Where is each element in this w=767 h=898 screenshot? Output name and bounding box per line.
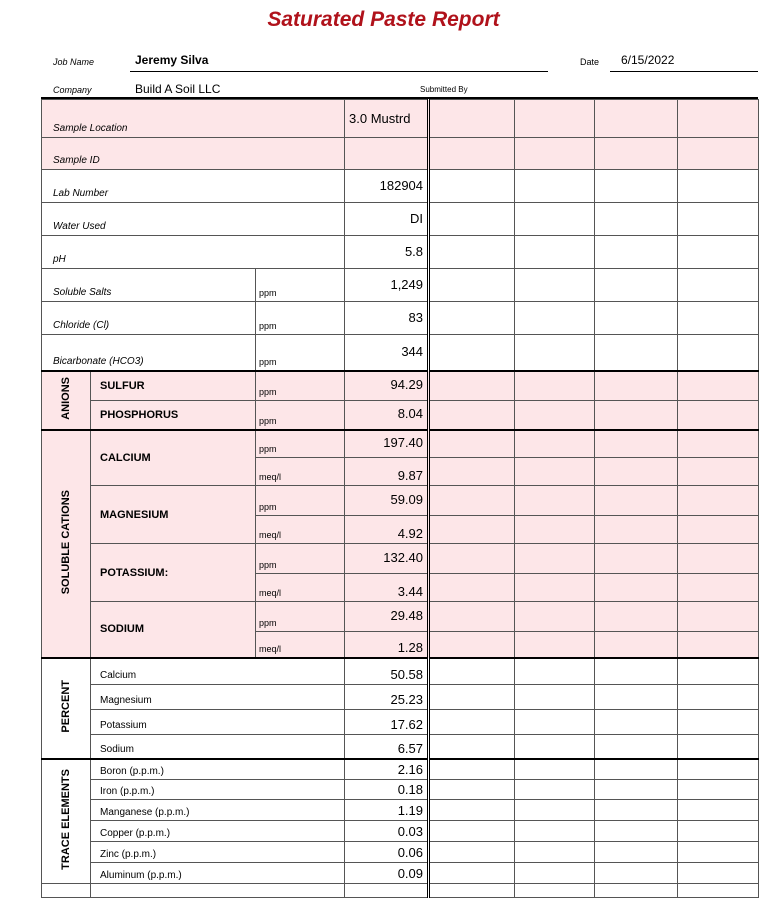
phosphorus-value: 8.04: [345, 401, 429, 430]
percent-calcium-label: Calcium: [91, 658, 345, 685]
job-name-value: Jeremy Silva: [135, 53, 209, 67]
sample-id-value: [345, 138, 429, 170]
ph-value: 5.8: [345, 236, 429, 269]
trace-aluminum-value: 0.09: [345, 863, 429, 884]
trace-boron-label: Boron (p.p.m.): [91, 759, 345, 780]
row-blank-bottom: [42, 884, 759, 898]
row-potassium-ppm: [42, 544, 759, 574]
row-calcium-ppm: [42, 430, 759, 458]
potassium-unit-meq: meq/l: [256, 574, 345, 602]
magnesium-unit-meq: meq/l: [256, 516, 345, 544]
sample-id-label: Sample ID: [42, 138, 345, 170]
row-trace-manganese: [42, 800, 759, 821]
trace-iron-value: 0.18: [345, 780, 429, 800]
percent-group-label: PERCENT: [42, 658, 91, 759]
row-water-used: [42, 203, 759, 236]
row-sample-location: [42, 100, 759, 138]
sodium-unit-ppm: ppm: [256, 602, 345, 632]
chloride-value: 83: [345, 302, 429, 335]
row-trace-zinc: [42, 842, 759, 863]
date-value: 6/15/2022: [621, 53, 675, 67]
sodium-meq-value: 1.28: [345, 632, 429, 658]
ph-label: pH: [42, 236, 345, 269]
chloride-unit: ppm: [256, 302, 345, 335]
row-percent-calcium: [42, 658, 759, 685]
potassium-ppm-value: 132.40: [345, 544, 429, 574]
lab-number-value: 182904: [345, 170, 429, 203]
magnesium-meq-value: 4.92: [345, 516, 429, 544]
row-percent-potassium: [42, 710, 759, 735]
magnesium-ppm-value: 59.09: [345, 486, 429, 516]
percent-magnesium-value: 25.23: [345, 685, 429, 710]
company-value: Build A Soil LLC: [135, 82, 221, 96]
job-name-label: Job Name: [53, 57, 95, 67]
trace-group-label: TRACE ELEMENTS: [42, 759, 91, 884]
water-used-value: DI: [345, 203, 429, 236]
trace-zinc-label: Zinc (p.p.m.): [91, 842, 345, 863]
company-label: Company: [53, 85, 92, 95]
report-title: Saturated Paste Report: [267, 8, 500, 31]
row-trace-boron: [42, 759, 759, 780]
phosphorus-unit: ppm: [256, 401, 345, 430]
row-sodium-ppm: [42, 602, 759, 632]
calcium-unit-ppm: ppm: [256, 430, 345, 458]
percent-sodium-value: 6.57: [345, 735, 429, 759]
percent-potassium-label: Potassium: [91, 710, 345, 735]
submitted-by-label: Submitted By: [420, 85, 468, 94]
trace-zinc-value: 0.06: [345, 842, 429, 863]
calcium-unit-meq: meq/l: [256, 458, 345, 486]
potassium-label: POTASSIUM:: [91, 544, 256, 602]
sample-location-label: Sample Location: [42, 100, 345, 138]
anions-group-label: ANIONS: [42, 371, 91, 430]
row-sample-id: [42, 138, 759, 170]
chloride-label: Chloride (Cl): [42, 302, 256, 335]
date-label: Date: [580, 57, 600, 67]
row-lab-number: [42, 170, 759, 203]
row-ph: [42, 236, 759, 269]
row-trace-aluminum: [42, 863, 759, 884]
row-sulfur: [42, 371, 759, 401]
percent-potassium-value: 17.62: [345, 710, 429, 735]
soluble-salts-value: 1,249: [345, 269, 429, 302]
row-chloride: [42, 302, 759, 335]
row-percent-magnesium: [42, 685, 759, 710]
row-trace-copper: [42, 821, 759, 842]
trace-copper-label: Copper (p.p.m.): [91, 821, 345, 842]
bicarbonate-value: 344: [345, 335, 429, 371]
percent-sodium-label: Sodium: [91, 735, 345, 759]
trace-boron-value: 2.16: [345, 759, 429, 780]
trace-aluminum-label: Aluminum (p.p.m.): [91, 863, 345, 884]
soluble-salts-unit: ppm: [256, 269, 345, 302]
row-bicarbonate: [42, 335, 759, 371]
sulfur-label: SULFUR: [91, 371, 256, 401]
job-name-line: [130, 71, 548, 72]
phosphorus-label: PHOSPHORUS: [91, 401, 256, 430]
row-trace-iron: [42, 780, 759, 800]
soluble-salts-label: Soluble Salts: [42, 269, 256, 302]
trace-iron-label: Iron (p.p.m.): [91, 780, 345, 800]
row-magnesium-ppm: [42, 486, 759, 516]
trace-manganese-label: Manganese (p.p.m.): [91, 800, 345, 821]
bicarbonate-label: Bicarbonate (HCO3): [42, 335, 256, 371]
calcium-label: CALCIUM: [91, 430, 256, 486]
row-soluble-salts: [42, 269, 759, 302]
magnesium-label: MAGNESIUM: [91, 486, 256, 544]
date-line: [610, 71, 758, 72]
sodium-ppm-value: 29.48: [345, 602, 429, 632]
potassium-meq-value: 3.44: [345, 574, 429, 602]
lab-number-label: Lab Number: [42, 170, 345, 203]
report-table: [41, 99, 759, 898]
trace-copper-value: 0.03: [345, 821, 429, 842]
sulfur-value: 94.29: [345, 371, 429, 401]
water-used-label: Water Used: [42, 203, 345, 236]
percent-magnesium-label: Magnesium: [91, 685, 345, 710]
sample-location-value: 3.0 Mustrd: [345, 100, 429, 138]
potassium-unit-ppm: ppm: [256, 544, 345, 574]
row-percent-sodium: [42, 735, 759, 759]
magnesium-unit-ppm: ppm: [256, 486, 345, 516]
sodium-label: SODIUM: [91, 602, 256, 658]
bicarbonate-unit: ppm: [256, 335, 345, 371]
row-phosphorus: [42, 401, 759, 430]
cations-group-label: SOLUBLE CATIONS: [42, 430, 91, 658]
calcium-meq-value: 9.87: [345, 458, 429, 486]
sulfur-unit: ppm: [256, 371, 345, 401]
sodium-unit-meq: meq/l: [256, 632, 345, 658]
calcium-ppm-value: 197.40: [345, 430, 429, 458]
trace-manganese-value: 1.19: [345, 800, 429, 821]
percent-calcium-value: 50.58: [345, 658, 429, 685]
